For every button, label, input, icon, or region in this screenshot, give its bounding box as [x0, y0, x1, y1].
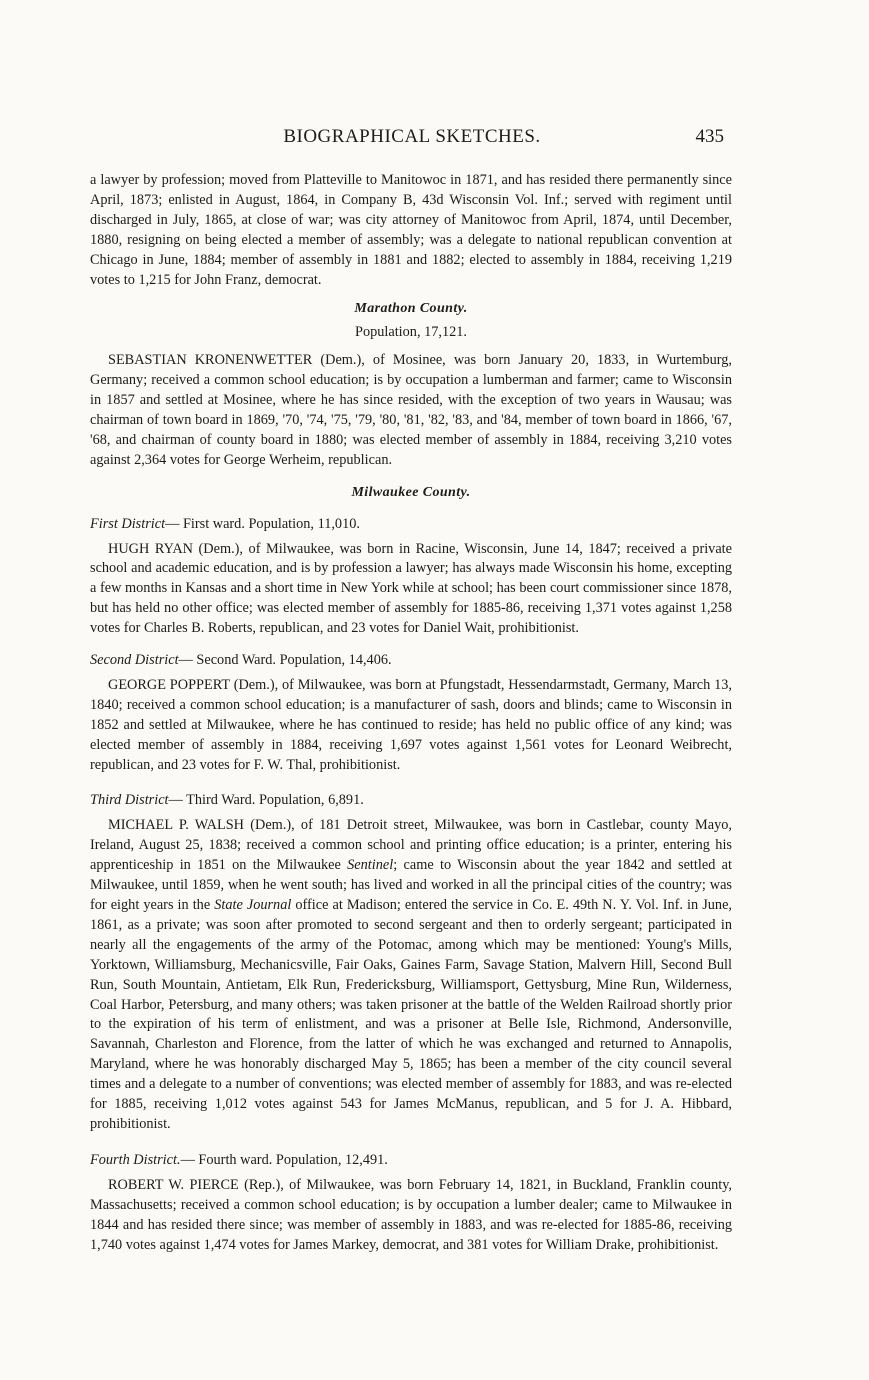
district-heading-fourth: [90, 1151, 732, 1171]
newspaper-title: Sentinel: [347, 857, 394, 874]
district-info: — Third Ward. Population, 6,891.: [168, 792, 364, 809]
district-info: — Fourth ward. Population, 12,491.: [180, 1151, 388, 1168]
district-name: First District: [90, 515, 166, 532]
district-name: Third District: [90, 792, 169, 809]
page-body: [90, 171, 732, 1255]
page-header: [92, 126, 732, 156]
bio-ryan: HUGH RYAN (Dem.), of Milwaukee, was born in Racine, Wisconsin, June 14, 1847; received a private school and academic education, and is by profession a lawyer; has always made Wisconsin his home, excepting a few months in Kansas and a short time in New York while at school; has been court commissioner since 1878, but has held no other office; was elected member of assembly for 1885-86, receiving 1,371 votes against 1,258 votes for Charles B. Roberts, republican, and 23 votes for Daniel Wait, prohibitionist.: [90, 540, 732, 637]
county-heading-marathon: Marathon County.: [354, 301, 468, 317]
district-name: Second District: [90, 652, 179, 669]
bio-poppert: GEORGE POPPERT (Dem.), of Milwaukee, was born at Pfungstadt, Hessendarmstadt, Germany, March 13, 1840; received a common school education; is a manufacturer of sash, doors and blinds; came to Wisconsin in 1852 and settled at Milwaukee, where he has continued to reside; has held no public office of any kind; was elected member of assembly in 1884, receiving 1,697 votes against 1,561 votes for Leonard Weibrecht, republican, and 23 votes for F. W. Thal, prohibitionist.: [90, 676, 732, 773]
county-heading-milwaukee: Milwaukee County.: [351, 484, 471, 500]
running-head: BIOGRAPHICAL SKETCHES.: [283, 126, 541, 147]
continued-paragraph: a lawyer by profession; moved from Platteville to Manitowoc in 1871, and has resided there permanently since April, 1873; enlisted in August, 1864, in Company B, 43d Wisconsin Vol. Inf.; served with regiment until discharged in July, 1865, at close of war; was city attorney of Manitowoc from April, 1874, until December, 1880, resigning on being elected a member of assembly; was a delegate to national republican convention at Chicago in June, 1884; member of assembly in 1881 and 1882; elected to assembly in 1884, receiving 1,219 votes to 1,215 for John Franz, democrat.: [90, 172, 732, 288]
district-info: — Second Ward. Population, 14,406.: [178, 652, 392, 669]
district-heading-third: [90, 791, 732, 811]
bio-kronenwetter: SEBASTIAN KRONENWETTER (Dem.), of Mosinee, was born January 20, 1833, in Wurtemburg, Germany; received a common school education; is by occupation a lumberman and farmer; came to Wisconsin in 1857 and settled at Mosinee, where he has since resided, with the exception of two years in Wausau; was chairman of town board in 1869, '70, '74, '75, '79, '80, '81, '82, '83, and '84, member of town board in 1866, '67, '68, and chairman of county board in 1880; was elected member of assembly in 1884, receiving 3,210 votes against 2,364 votes for George Werheim, republican.: [90, 352, 732, 468]
population-marathon: Population, 17,121.: [355, 324, 467, 341]
bio-pierce: ROBERT W. PIERCE (Rep.), of Milwaukee, was born February 14, 1821, in Buckland, Franklin county, Massachusetts; received a common school education; is by occupation a lumber dealer; came to Milwaukee in 1844 and has resided there since; was member of assembly in 1883, and was re-elected for 1885-86, receiving 1,740 votes against 1,474 votes for James Markey, democrat, and 381 votes for William Drake, prohibitionist.: [90, 1176, 732, 1253]
district-heading-first: [90, 515, 732, 535]
district-name: Fourth District.: [90, 1151, 181, 1168]
district-heading-second: [90, 651, 732, 671]
newspaper-title: State Journal: [214, 897, 292, 913]
bio-walsh: [90, 816, 732, 1135]
district-info: — First ward. Population, 11,010.: [165, 515, 360, 532]
bio-walsh-part-3: office at Madison; entered the service in Co. E. 49th N. Y. Vol. Inf. in June, 1861, as a private; was soon after promoted to second sergeant and then to orderly sergeant; participated in nearly all the engagements of the army of the Potomac, among which may be mentioned: Young's Mills, Yorktown, Williamsburg, Mechanicsville, Fair Oaks, Gaines Farm, Savage Station, Malvern Hill, Second Bull Run, South Mountain, Antietam, Elk Run, Fredericksburg, Williamsport, Gettysburg, Mine Run, Wilderness, Coal Harbor, Petersburg, and many others; was taken prisoner at the battle of the Welden Railroad shortly prior to the expiration of his term of enlistment, and was a prisoner at Belle Isle, Richmond, Andersonville, Savannah, Charleston and Florence, from the latter of which he was exchanged and returned to Annapolis, Maryland, where he was honorably discharged May 5, 1865; has been a member of the city council several times and a delegate to a number of conventions; was elected member of assembly for 1883, and was re-elected for 1885, receiving 1,012 votes against 543 for James McManus, republican, and 5 for J. A. Hibbard, prohibitionist.: [90, 897, 732, 1132]
bio-walsh-part-1: MICHAEL P. WALSH (Dem.), of 181 Detroit street, Milwaukee, was born in Castlebar, county Mayo, Ireland, August 25, 1838; received a common school and printing office education; is a printer, entering his apprenticeship in 1851 on the Milwaukee: [90, 817, 732, 874]
page-number: 435: [695, 126, 724, 147]
bio-walsh-part-2: ; came to Wisconsin about the year 1842 and settled at Milwaukee, until 1859, when he went south; has lived and worked in all the principal cities of the country; was for eight years in the: [90, 857, 732, 913]
